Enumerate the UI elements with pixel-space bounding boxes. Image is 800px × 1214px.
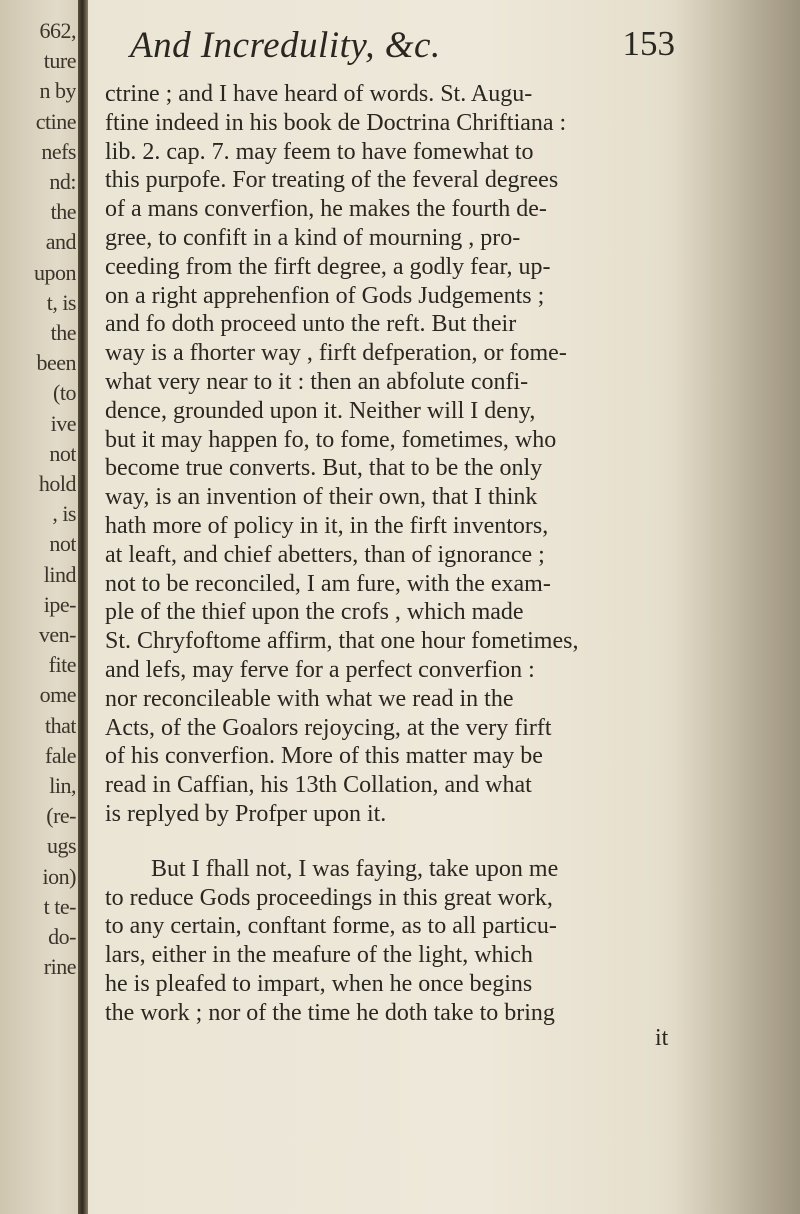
margin-fragment: ugs <box>46 833 76 859</box>
text-line: lars, either in the meafure of the light, which <box>105 942 533 969</box>
text-line: ftine indeed in his book de Doctrina Chriftiana : <box>105 109 567 136</box>
margin-fragment: rine <box>43 954 76 980</box>
text-line: to reduce Gods proceedings in this great work, <box>105 884 553 911</box>
page-number: 153 <box>622 24 675 63</box>
text-line: Acts, of the Goalors rejoycing, at the very firft <box>105 714 552 741</box>
text-line: gree, to confift in a kind of mourning , pro- <box>105 224 521 251</box>
margin-fragment: and <box>45 229 76 255</box>
text-line: ctrine ; and I have heard of words. St. Augu- <box>105 81 533 107</box>
margin-fragment: fite <box>48 652 76 678</box>
text-line: he is pleafed to impart, when he once begins <box>105 970 533 997</box>
text-line: become true converts. But, that to be the only <box>105 455 543 482</box>
paragraph-2 <box>105 855 680 1028</box>
text-line: hath more of policy in it, in the firft inventors, <box>105 512 549 539</box>
margin-fragment: not <box>49 440 76 466</box>
margin-fragment: ive <box>50 410 76 436</box>
text-line: the work ; nor of the time he doth take to bring <box>105 999 555 1026</box>
text-line: read in Caffian, his 13th Collation, and what <box>105 772 532 799</box>
text-line: way, is an invention of their own, that I think <box>105 484 538 511</box>
running-title: And Incredulity, &c. <box>130 25 441 66</box>
margin-fragment: ven- <box>38 622 76 647</box>
margin-fragment: been <box>36 350 76 376</box>
margin-fragment: ctine <box>35 108 76 134</box>
text-line: at leaft, and chief abetters, than of ignorance ; <box>105 541 545 568</box>
text-line: nor reconcileable with what we read in the <box>105 685 514 712</box>
margin-fragment: the <box>50 199 76 225</box>
text-line: and lefs, may ferve for a perfect converfion : <box>105 656 535 683</box>
text-line: lib. 2. cap. 7. may feem to have fomewhat to <box>105 138 534 165</box>
body-text <box>105 80 680 1028</box>
margin-fragment: the <box>50 320 76 345</box>
text-line: ple of the thief upon the crofs , which made <box>105 599 524 626</box>
margin-fragment: , is <box>52 501 76 527</box>
text-line: of his converfion. More of this matter may be <box>105 743 543 770</box>
book-binding <box>78 0 88 1214</box>
margin-fragment: lind <box>43 561 76 587</box>
text-line: dence, grounded upon it. Neither will I deny, <box>105 397 536 424</box>
margin-fragment: 662, <box>39 18 76 43</box>
margin-fragment: fale <box>45 742 76 768</box>
margin-fragment: that <box>45 712 76 738</box>
text-line: and fo doth proceed unto the reft. But their <box>105 311 517 338</box>
margin-fragment: not <box>49 531 76 557</box>
margin-fragment: t, is <box>46 289 76 315</box>
margin-fragment: ion) <box>42 863 76 889</box>
text-line: of a mans converfion, he makes the fourth de- <box>105 196 547 223</box>
margin-fragment: do- <box>48 924 76 949</box>
page-header <box>130 24 675 74</box>
margin-fragment: (to <box>53 380 76 406</box>
text-line: not to be reconciled, I am fure, with the exam- <box>105 570 551 597</box>
text-line: this purpofe. For treating of the feveral degrees <box>105 167 559 194</box>
text-line: way is a fhorter way , firft defperation, or fome- <box>105 340 567 367</box>
page-edge-shadow <box>676 0 800 1214</box>
text-line: ceeding from the firft degree, a godly fear, up- <box>105 253 551 280</box>
text-line: But I fhall not, I was faying, take upon me <box>151 855 559 882</box>
text-line: but it may happen fo, to fome, fometimes, who <box>105 426 557 453</box>
margin-fragment: t te- <box>43 893 76 919</box>
text-line: St. Chryfoftome affirm, that one hour fometimes, <box>105 628 579 655</box>
text-line: what very near to it : then an abfolute confi- <box>105 368 529 395</box>
margin-fragment: lin, <box>49 773 76 798</box>
margin-fragment: nd: <box>49 169 76 194</box>
margin-fragment: ipe- <box>43 591 76 617</box>
margin-fragment: upon <box>34 259 76 285</box>
margin-fragment: ture <box>43 48 76 74</box>
margin-fragment: n by <box>39 78 76 104</box>
paragraph-1 <box>105 80 680 829</box>
text-line: on a right apprehenfion of Gods Judgements ; <box>105 282 545 309</box>
text-line: is replyed by Profper upon it. <box>105 800 387 827</box>
margin-fragment: hold <box>38 471 76 496</box>
margin-fragment: (re- <box>46 803 76 829</box>
margin-fragment: ome <box>39 682 76 708</box>
text-line: to any certain, conftant forme, as to all particu- <box>105 913 557 940</box>
margin-fragment: nefs <box>41 138 76 164</box>
catchword: it <box>655 1025 669 1051</box>
